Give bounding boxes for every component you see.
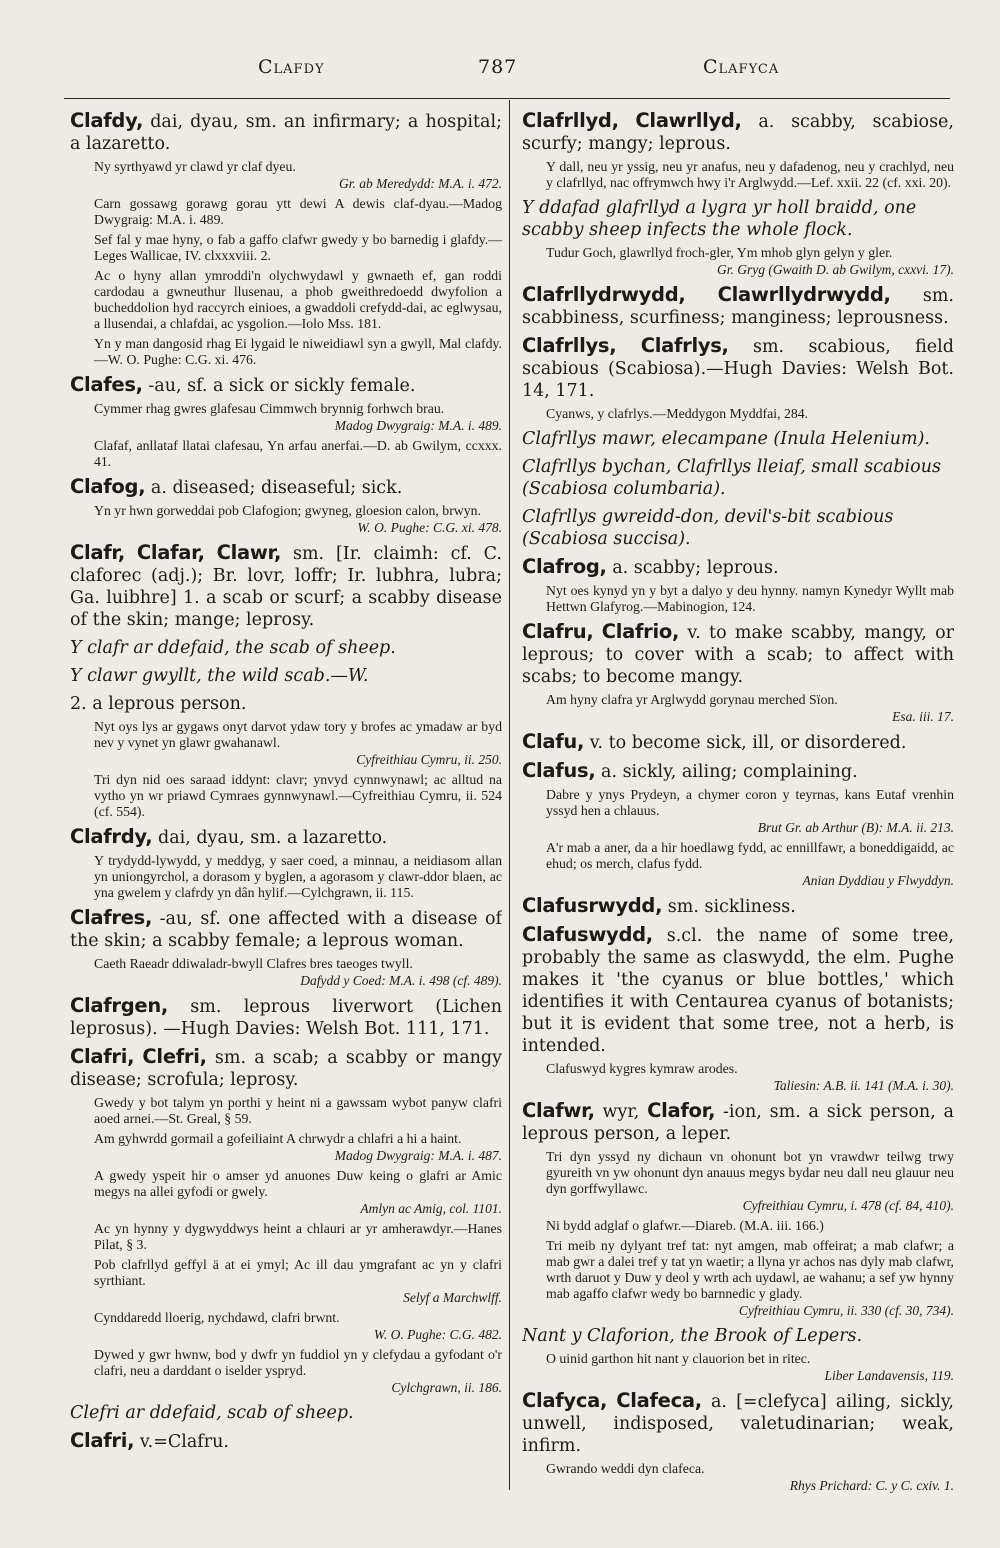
entry-clafusrwydd [522, 895, 954, 918]
definition: -au, sf. a sick or sickly female. [148, 376, 416, 396]
quotation: Cynddaredd lloerig, nychdawd, clafri brwnt. [94, 1310, 340, 1325]
definition: a. sickly, ailing; complaining. [601, 762, 858, 782]
usage-example: Y clawr gwyllt, the wild scab.—W. [70, 666, 369, 686]
definition: v. to make scabby, mangy, or leprous; to cover with a scab; to affect with scabs; to become mangy. [522, 623, 954, 687]
headword: Clawrllydrwydd, [717, 283, 891, 306]
quotation: Y trydydd-lywydd, y meddyg, y saer coed, a minnau, a neidiasom allan yn uniongyrchol, a dorasom y byglen, a agorasom y clawr-ddor blaen, ac yna gwelem y clafrdy yn dân hylif.—Cylchgrawn, ii. 115. [94, 853, 502, 900]
quotation: Ac yn hynny y dygwyddwys heint a chlauri ar yr amherawdyr.—Hanes Pilat, § 3. [94, 1221, 502, 1252]
entry-clafrllyd [522, 110, 954, 155]
entry-clafres [70, 907, 502, 952]
headword: Clafrio, [601, 620, 680, 643]
definition: sm. scabious, field scabious (Scabiosa).—Hugh Davies: Welsh Bot. 14, 171. [522, 337, 954, 401]
quotation-source: Cyfreithiau Cymru, ii. 330 (cf. 30, 734). [738, 1303, 954, 1318]
quotation: Nyt oys lys ar gygaws onyt darvot ydaw tory y brofes ac ymadaw ar byd nev y vynet yn glawr gwahanawl. [94, 719, 502, 750]
usage-example: Y ddafad glafrllyd a lygra yr holl braidd, one scabby sheep infects the whole flock. [522, 198, 917, 240]
quotation-source: Cylchgrawn, ii. 186. [391, 1380, 502, 1395]
definition: dai, dyau, sm. a lazaretto. [158, 828, 388, 848]
definition: a. scabby; leprous. [612, 558, 779, 578]
definition: sm. [Ir. claimh: cf. C. claforec (adj.); Br. lovr, loffr; Ir. lubhra, lubra; Ga. luibhre] 1. a scab or scurf; a scabby disease of the skin; mange; leprosy. [70, 544, 502, 630]
entry-clafr [70, 542, 502, 631]
headword: Clafwr, [522, 1099, 595, 1122]
entry-clafdy [70, 110, 502, 155]
quotation-source: Anian Dyddiau y Flwyddyn. [802, 873, 954, 888]
headword: Clafrllydrwydd, [522, 283, 686, 306]
usage-gloss: small scabious (Scabiosa columbaria). [522, 457, 941, 499]
quotation: Cymmer rhag gwres glafesau Cimmwch brynnig forhwch brau. [94, 401, 445, 416]
entry-clafes [70, 374, 502, 397]
quotation: Carn gossawg gorawg gorau ytt dewi A dewis claf-dyau.—Madog Dwygraig: M.A. i. 489. [94, 196, 502, 227]
headword: Clawrllyd, [635, 110, 742, 132]
quotation: Gwrando weddi dyn clafeca. [546, 1461, 705, 1476]
entry-clafus [522, 760, 954, 783]
quotation: Caeth Raeadr ddiwaladr-bwyll Clafres bres taeoges twyll. [94, 956, 413, 971]
definition: a. scabby, scabiose, scurfy; mangy; leprous. [522, 112, 954, 154]
headword: Clafrllyd, [522, 110, 619, 132]
sense-number: 2. a leprous person. [70, 694, 247, 714]
quotation: Clafaf, anllataf llatai clafesau, Yn arfau anerfai.—D. ab Gwilym, ccxxx. 41. [94, 438, 502, 469]
headword: Clawr, [216, 541, 282, 564]
quotation: Dabre y ynys Prydeyn, a chymer coron y teyrnas, kans Eutaf vrenhin yssyd hen a chlauus. [546, 787, 954, 818]
quotation-source: Gr. ab Meredydd: M.A. i. 472. [339, 176, 502, 191]
quotation-source: Cyfreithiau Cymru, i. 478 (cf. 84, 410). [742, 1198, 954, 1213]
headword: Clafri, [70, 1429, 135, 1452]
usage-example: Nant y Claforion, the Brook of Lepers. [522, 1326, 863, 1346]
quotation-source: W. O. Pughe: C.G. xi. 478. [357, 520, 502, 535]
entry-clafri [70, 1046, 502, 1091]
usage-example [522, 456, 954, 500]
definition: dai, dyau, sm. an infirmary; a hospital; a lazaretto. [70, 112, 502, 154]
definition: s.cl. the name of some tree, probably the same as claswydd, the elm. Pughe makes it 'the cyanus or blue bottles,' which identifies it with Centaurea cyanus of botanists; but it is evident that some tree, not a herb, is intended. [522, 926, 954, 1056]
right-column [522, 110, 954, 1494]
quotation: Sef fal y mae hyny, o fab a gaffo clafwr gwedy y bo barnedig i glafdy.—Leges Wallicae, IV. clxxxviii. 2. [94, 232, 502, 263]
headword: Clafeca, [616, 1389, 702, 1412]
quotation: Am gyhwrdd gormail a gofeiliaint A chrwydr a chlafri a hi a haint. [94, 1131, 462, 1146]
quotation: Ac o hyny allan ymroddi'n olychwydawl y gwnaeth ef, gan roddi cardodau a gwneuthur llusenau, a phob gweithredoedd dwyfolion a bucheddolion hyd raccyrch einioes, a gwaddoli crefydd-dai, ac eglwysau, a llusendai, a chlafdai, ac ysgolion.—Iolo Mss. 181. [94, 268, 502, 331]
quotation: Pob clafrllyd geffyl ä at ei ymyl; Ac ill dau ymgrafant ac yn y clafri syrthiant. [94, 1257, 502, 1288]
quotation-source: Selyf a Marchwlff. [403, 1290, 502, 1305]
headword: Clafrdy, [70, 825, 153, 848]
headword: Clafrllys, [522, 334, 617, 357]
usage-example: Clafrllys mawr, elecampane (Inula Helenium). [522, 429, 930, 449]
headword: Clafres, [70, 906, 153, 929]
quotation-source: Madog Dwygraig: M.A. i. 487. [334, 1148, 502, 1163]
quotation: Tri dyn yssyd ny dichaun vn ohonunt bot yn vrawdwr teilwg trwy gyureith vn yw ohonunt dyn anauus megys bydar neu dall neu glauur neu dyn gorffwyllawc. [546, 1149, 954, 1196]
usage-example: Y clafr ar ddefaid, the scab of sheep. [70, 638, 396, 658]
quotation-source: Esa. iii. 17. [892, 709, 954, 724]
headword: Clafr, [70, 541, 125, 564]
quotation: Cyanws, y clafrlys.—Meddygon Myddfai, 284. [546, 406, 809, 421]
header-right-word: Clafyca [703, 56, 780, 78]
entry-clafrog [522, 556, 954, 579]
entry-clafrllydrwydd [522, 284, 954, 329]
quotation: O uinid garthon hit nant y clauorion bet in ritec. [546, 1351, 811, 1366]
quotation: Yn yr hwn gorweddai pob Clafogion; gwyneg, gloesion calon, brwyn. [94, 503, 482, 518]
definition: a. [=clefyca] ailing, sickly, unwell, indisposed, valetudinarian; weak, infirm. [522, 1392, 954, 1456]
entry-clafrgen [70, 995, 502, 1040]
quotation-source: Brut Gr. ab Arthur (B): M.A. ii. 213. [757, 820, 954, 835]
headword: Clafdy, [70, 110, 144, 132]
definition: sm. leprous liverwort (Lichen leprosus). —Hugh Davies: Welsh Bot. 111, 171. [70, 997, 502, 1039]
headword: Clafrlys, [640, 334, 729, 357]
headword: Clafu, [522, 730, 585, 753]
headword: Clafuswydd, [522, 923, 653, 946]
quotation: Yn y man dangosid rhag Ei lygaid le niweidiawl syn a gwyll, Mal clafdy.—W. O. Pughe: C.G. xi. 476. [94, 336, 502, 367]
quotation: Tudur Goch, glawrllyd froch-gler, Ym mhob glyn gelyn y gler. [546, 245, 893, 260]
quotation: A gwedy yspeit hir o amser yd anuones Duw keing o glafri ar Amic megys na allei gyfodi or gwely. [94, 1168, 502, 1199]
entry-clafu [522, 731, 954, 754]
quotation: Tri meib ny dylyant tref tat: nyt amgen, mab offeirat; a mab clafwr; a mab gwr a dalei tref y tat yn waetir; a llyna yr achos nas dyly mab clafwr, wrth daruot y Duw y deol y wrth ach uydawl, ae wahanu; a sef yw hynny mab agaffo clafwr wedy bo barnnedic y glady. [546, 1238, 954, 1301]
headword: Clafri, [70, 1045, 135, 1068]
quotation: A'r mab a aner, da a hir hoedlawg fydd, ac ennillfawr, a boneddigaidd, ac ehud; os merch, clafus fydd. [546, 840, 954, 871]
quotation: Y dall, neu yr yssig, neu yr anafus, neu y dafadenog, neu y crachlyd, neu y clafrllyd, nac offrymwch hwy i'r Arglwydd.—Lef. xxii. 22 (cf. xxi. 20). [546, 159, 954, 190]
quotation-source: Dafydd y Coed: M.A. i. 498 (cf. 489). [300, 973, 502, 988]
entry-clafrllys [522, 335, 954, 402]
quotation-source: Madog Dwygraig: M.A. i. 489. [334, 418, 502, 433]
entry-clafwr [522, 1100, 954, 1145]
definition: sm. a scab; a scabby or mangy disease; scrofula; leprosy. [70, 1048, 502, 1090]
quotation-source: Amlyn ac Amig, col. 1101. [360, 1201, 502, 1216]
headword: Clafrgen, [70, 994, 169, 1017]
usage-term: Clafrllys bychan, [522, 457, 672, 477]
header-rule [64, 98, 950, 99]
header-left-word: Clafdy [258, 56, 325, 78]
headword: Clafrog, [522, 555, 607, 578]
quotation: Ny syrthyawd yr clawd yr claf dyeu. [94, 159, 296, 174]
quotation-source: Liber Landavensis, 119. [824, 1368, 954, 1383]
entry-clafri-verb [70, 1430, 502, 1453]
definition: v.=Clafru. [139, 1432, 229, 1452]
headword: Clafog, [70, 475, 146, 498]
usage-example: Clefri ar ddefaid, scab of sheep. [70, 1403, 354, 1423]
entry-clafog [70, 476, 502, 499]
quotation-source: Cyfreithiau Cymru, ii. 250. [356, 752, 502, 767]
quotation-source: Gr. Gryg (Gwaith D. ab Gwilym, cxxvi. 17). [717, 262, 954, 277]
entry-clafyca [522, 1390, 954, 1457]
running-header [0, 56, 1000, 86]
quotation: Clafuswyd kygres kymraw arodes. [546, 1061, 738, 1076]
plural-form: -ion, [722, 1102, 762, 1122]
quotation: Ni bydd adglaf o glafwr.—Diareb. (M.A. iii. 166.) [546, 1218, 824, 1233]
usage-example: Clafrllys gwreidd-don, devil's-bit scabious (Scabiosa succisa). [522, 507, 894, 549]
headword: Clafusrwydd, [522, 894, 663, 917]
plural-form: wyr, [602, 1102, 640, 1122]
entry-clafuswydd [522, 924, 954, 1057]
definition: v. to become sick, ill, or disordered. [589, 733, 907, 753]
page-number: 787 [478, 56, 518, 78]
quotation-source: Rhys Prichard: C. y C. cxiv. 1. [789, 1478, 954, 1493]
quotation: Nyt oes kynyd yn y byt a dalyo y deu hynny. namyn Kynedyr Wyllt mab Hettwn Glafyrog.—Mabinogion, 124. [546, 583, 954, 614]
column-divider [509, 100, 510, 1490]
usage-term: Clafrllys lleiaf, [676, 457, 806, 477]
definition: a. diseased; diseaseful; sick. [150, 478, 403, 498]
quotation-source: Taliesin: A.B. ii. 141 (M.A. i. 30). [773, 1078, 954, 1093]
quotation: Dywed y gwr hwnw, bod y dwfr yn fuddiol yn y clefydau a gyfodant o'r clafri, neu a darddant o iselder yspryd. [94, 1347, 502, 1378]
definition: sm. sickliness. [667, 897, 796, 917]
headword: Clefri, [142, 1045, 207, 1068]
definition: sm. a sick person, a leprous person, a leper. [522, 1102, 954, 1144]
headword: Clafes, [70, 373, 143, 396]
quotation: Tri dyn nid oes saraad iddynt: clavr; ynvyd cynnwynawl; ac alltud na vytho yn wr priawd Cymraes gynnwynawl.—Cyfreithiau Cymru, ii. 524 (cf. 554). [94, 772, 502, 819]
quotation: Gwedy y bot talym yn porthi y heint ni a gawssam wybot panyw clafri aoed arnei.—St. Greal, § 59. [94, 1095, 502, 1126]
definition: -au, sf. one affected with a disease of the skin; a scabby female; a leprous woman. [70, 909, 502, 951]
headword: Clafor, [647, 1099, 716, 1122]
headword: Clafyca, [522, 1389, 608, 1412]
headword: Clafar, [136, 541, 205, 564]
quotation: Am hyny clafra yr Arglwydd gorynau merched Sïon. [546, 692, 838, 707]
entry-clafrdy [70, 826, 502, 849]
left-column [70, 110, 502, 1453]
entry-clafru [522, 621, 954, 688]
definition: sm. scabbiness, scurfiness; manginess; leprousness. [522, 286, 954, 328]
quotation-source: W. O. Pughe: C.G. 482. [373, 1327, 502, 1342]
headword: Clafru, [522, 620, 594, 643]
headword: Clafus, [522, 759, 596, 782]
